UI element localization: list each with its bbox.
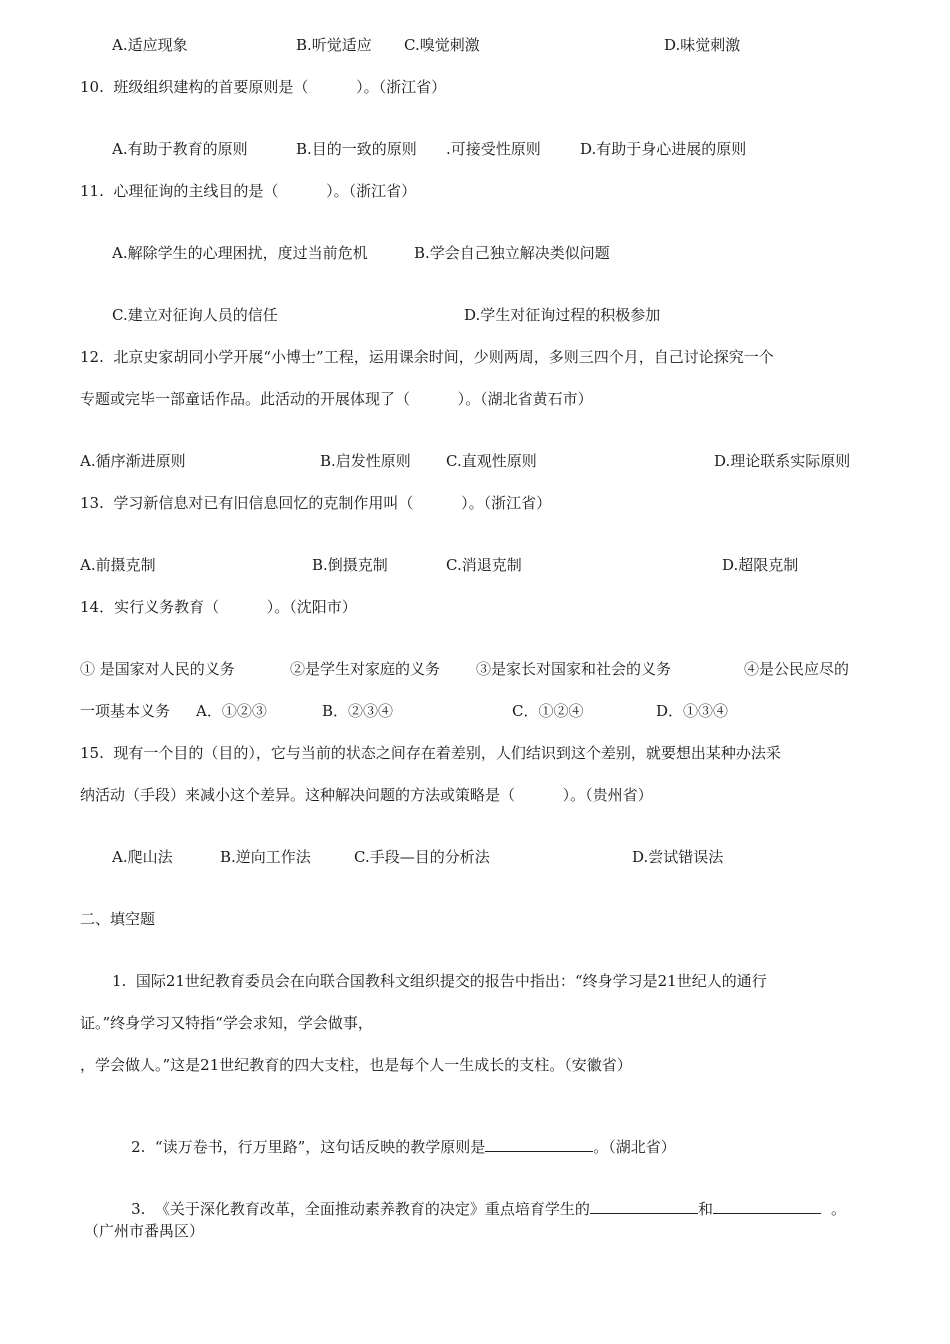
q14-item-1: ① 是国家对人民的义务 <box>80 660 235 678</box>
fill3-text-before: 3. 《关于深化教育改革，全面推动素养教育的决定》重点培育学生的 <box>131 1200 590 1218</box>
q14-item-4: ④是公民应尽的 <box>744 660 850 678</box>
q11-option-c: C.建立对征询人员的信任 <box>112 306 278 324</box>
fill3-line <box>112 1179 846 1239</box>
q12-option-a: A.循序渐进原则 <box>80 452 186 470</box>
q14-stem: 14．实行义务教育（ ）。（沈阳市） <box>80 598 357 616</box>
q15-option-d: D.尝试错误法 <box>632 848 724 866</box>
q15-option-a: A.爬山法 <box>112 848 173 866</box>
q14-item-2: ②是学生对家庭的义务 <box>290 660 441 678</box>
q14-option-a: A．①②③ <box>196 702 267 720</box>
fill3-answer-blank-1[interactable] <box>590 1199 698 1214</box>
q11-option-d: D.学生对征询过程的积极参加 <box>464 306 661 324</box>
q14-item-3: ③是家长对国家和社会的义务 <box>476 660 672 678</box>
q15-stem-line2: 纳活动（手段）来减小这个差异。这种解决问题的方法或策略是（ ）。（贵州省） <box>80 786 653 804</box>
q11-stem: 11. 心理征询的主线目的是（ ）。（浙江省） <box>80 182 417 200</box>
q12-option-d: D.理论联系实际原则 <box>714 452 851 470</box>
fill2-answer-blank[interactable] <box>485 1137 593 1152</box>
q13-option-a: A.前摄克制 <box>80 556 156 574</box>
q13-option-d: D.超限克制 <box>722 556 799 574</box>
fill1-line2: 证。”终身学习又特指“学会求知，学会做事， <box>80 1014 373 1032</box>
q11-option-b: B.学会自己独立解决类似问题 <box>414 244 610 262</box>
q15-option-c: C.手段—目的分析法 <box>354 848 490 866</box>
q9-option-b: B.听觉适应 <box>296 36 372 54</box>
q13-stem: 13. 学习新信息对已有旧信息回忆的克制作用叫（ ）。（浙江省） <box>80 494 552 512</box>
q12-stem-line2: 专题或完毕一部童话作品。此活动的开展体现了（ ）。（湖北省黄石市） <box>80 390 593 408</box>
q11-option-a: A.解除学生的心理困扰，度过当前危机 <box>112 244 368 262</box>
q10-stem: 10. 班级组织建构的首要原则是（ ）。（浙江省） <box>80 78 447 96</box>
q13-option-c: C.消退克制 <box>446 556 522 574</box>
q14-line2-text: 一项基本义务 <box>80 702 171 720</box>
fill2-line <box>112 1117 676 1177</box>
q12-option-c: C.直观性原则 <box>446 452 537 470</box>
fill2-text-after: 。（湖北省） <box>593 1138 676 1156</box>
q10-option-b: B.目的一致的原则 <box>296 140 417 158</box>
q15-option-b: B.逆向工作法 <box>220 848 311 866</box>
q15-stem-line1: 15. 现有一个目的（目的），它与当前的状态之间存在着差别，人们结识到这个差别，就要想出某种办法采 <box>80 744 781 762</box>
q12-option-b: B.启发性原则 <box>320 452 411 470</box>
q13-option-b: B.倒摄克制 <box>312 556 388 574</box>
q9-option-c: C.嗅觉刺激 <box>404 36 480 54</box>
q10-option-c: .可接受性原则 <box>446 140 541 158</box>
fill2-text-before: 2. “读万卷书，行万里路”，这句话反映的教学原则是 <box>131 1138 486 1156</box>
q14-option-d: D．①③④ <box>656 702 729 720</box>
fill1-line3: ，学会做人。”这是21世纪教育的四大支柱，也是每个人一生成长的支柱。（安徽省） <box>80 1056 632 1074</box>
section-title-fill-in: 二、填空题 <box>80 910 156 928</box>
fill3-line2: （广州市番禺区） <box>84 1222 205 1240</box>
fill3-text-middle: 和 <box>697 1200 713 1218</box>
fill3-answer-blank-2[interactable] <box>713 1199 821 1214</box>
q14-option-b: B．②③④ <box>322 702 394 720</box>
fill3-text-after: 。 <box>830 1200 846 1218</box>
q10-option-a: A.有助于教育的原则 <box>112 140 248 158</box>
q9-option-d: D.味觉刺激 <box>664 36 741 54</box>
q9-option-a: A.适应现象 <box>112 36 188 54</box>
q14-option-c: C．①②④ <box>512 702 584 720</box>
q12-stem-line1: 12. 北京史家胡同小学开展“小博士”工程，运用课余时间，少则两周，多则三四个月，自己讨论探究一个 <box>80 348 774 366</box>
fill1-line1: 1. 国际21世纪教育委员会在向联合国教科文组织提交的报告中指出：“终身学习是21世纪人的通行 <box>112 972 767 990</box>
q10-option-d: D.有助于身心进展的原则 <box>580 140 747 158</box>
